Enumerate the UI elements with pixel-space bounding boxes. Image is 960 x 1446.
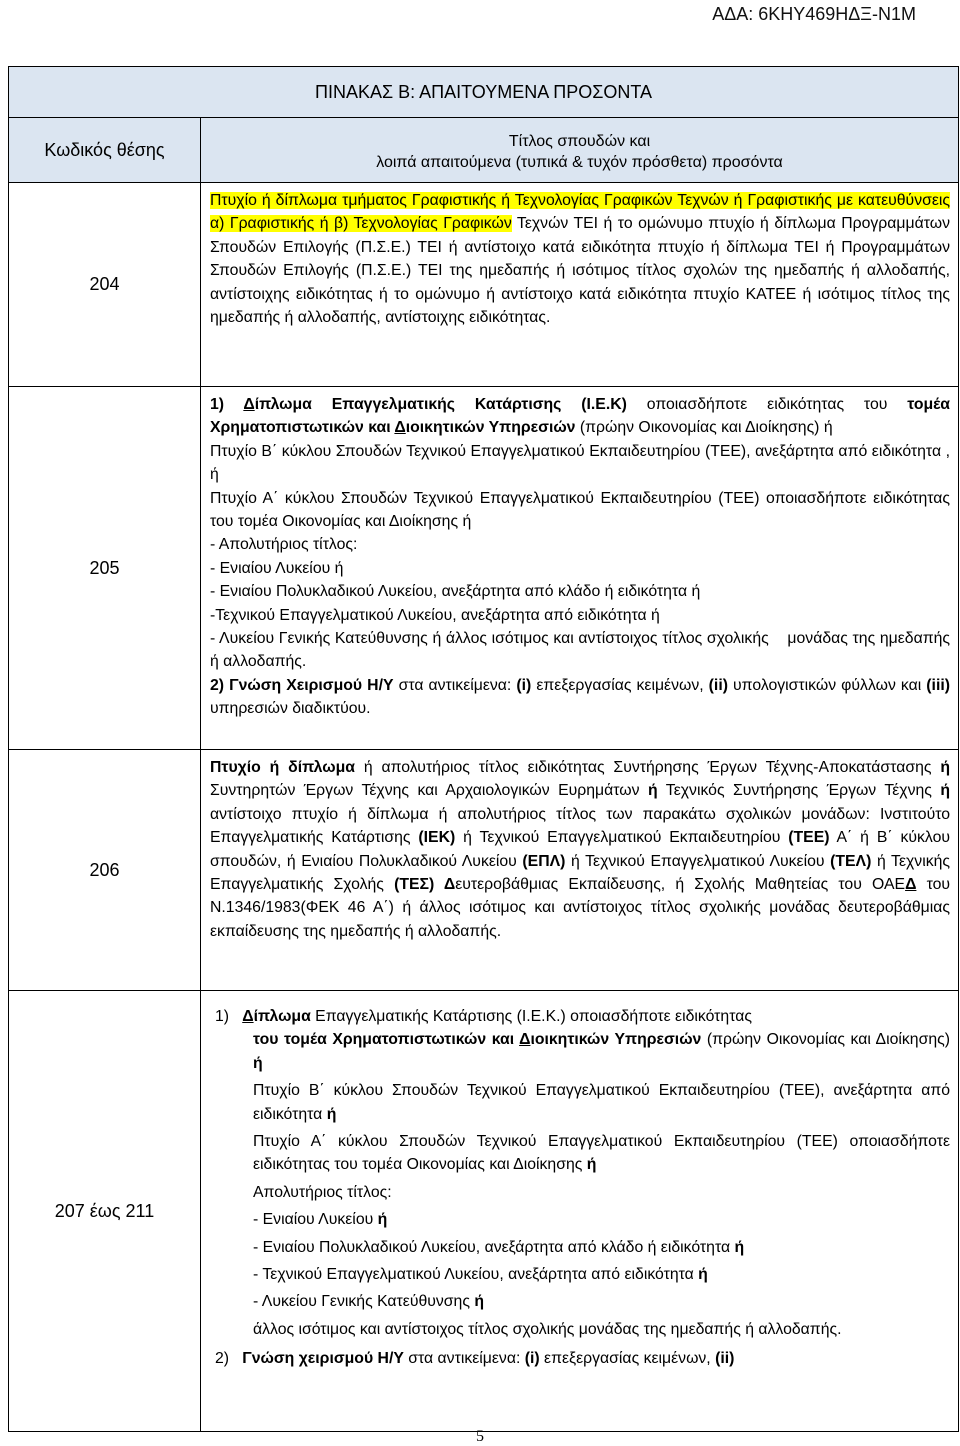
- table-title: ΠΙΝΑΚΑΣ Β: ΑΠΑΙΤΟΥΜΕΝΑ ΠΡΟΣΟΝΤΑ: [9, 67, 959, 118]
- table-row: [9, 991, 959, 1432]
- column-header-qualifications: Τίτλος σπουδών και λοιπά απαιτούμενα (τυπικά & τυχόν πρόσθετα) προσόντα: [201, 118, 959, 183]
- qualifications-text: 1) Δίπλωμα Επαγγελματικής Κατάρτισης (Ι.Ε.Κ) οποιασδήποτε ειδικότητας του τομέα Χρηματοπιστωτικών και Διοικητικών Υπηρεσιών (πρώην Οικονομίας και Διοίκησης) ή Πτυχίο Β΄ κύκλου Σπουδών Τεχνικού Επαγγελματικού Εκπαιδευτηρίου (ΤΕΕ), ανεξάρτητα από ειδικότητα , ή Πτυχίο Α΄ κύκλου Σπουδών Τεχνικού Επαγγελματικού Εκπαιδευτηρίου (ΤΕΕ) οποιασδήποτε ειδικότητας του τομέα Οικονομίας και Διοίκησης ή - Απολυτήριος τίτλος: - Ενιαίου Λυκείου ή - Ενιαίου Πολυκλαδικού Λυκείου, ανεξάρτητα από κλάδο ή ειδικότητα ή -Τεχνικού Επαγγελματικού Λυκείου, ανεξάρτητα από ειδικότητα ή - Λυκείου Γενικής Κατεύθυνσης ή άλλος ισότιμος και αντίστοιχος τίτλος σχολικής μονάδας της ημεδαπής ή αλλοδαπής. 2) Γνώση Χειρισμού Η/Υ στα αντικείμενα: (i) επεξεργασίας κειμένων, (ii) υπολογιστικών φύλλων και (iii) υπηρεσιών διαδικτύου.: [201, 387, 959, 750]
- table-row: [9, 750, 959, 991]
- position-code: 205: [9, 387, 201, 750]
- ada-code: ΑΔΑ: 6ΚΗΥ469ΗΔΞ-Ν1Μ: [712, 4, 916, 24]
- page-number: 5: [476, 1428, 484, 1445]
- position-code: 207 έως 211: [9, 991, 201, 1432]
- qualifications-text: Πτυχίο ή δίπλωμα ή απολυτήριος τίτλος ειδικότητας Συντήρησης Έργων Τέχνης-Αποκατάστασης ή Συντηρητών Έργων Τέχνης και Αρχαιολογικών Ευρημάτων ή Τεχνικός Συντήρησης Έργων Τέχνης ή αντίστοιχο πτυχίο ή δίπλωμα ή απολυτήριος τίτλος των παρακάτω σχολικών μονάδων: Ινστιτούτο Επαγγελματικής Κατάρτισης (ΙΕΚ) ή Τεχνικού Επαγγελματικού Εκπαιδευτηρίου (ΤΕΕ) Α΄ ή Β΄ κύκλου σπουδών, ή Ενιαίου Πολυκλαδικού Λυκείου (ΕΠΛ) ή Τεχνικού Επαγγελματικού Λυκείου (ΤΕΛ) ή Τεχνικής Επαγγελματικής Σχολής (ΤΕΣ) Δευτεροβάθμιας Εκπαίδευσης, ή Σχολής Μαθητείας του ΟΑΕΔ του Ν.1346/1983(ΦΕΚ 46 Α΄) ή άλλος ισότιμος και αντίστοιχος τίτλος σχολικής μονάδας δευτεροβάθμιας εκπαίδευσης της ημεδαπής ή αλλοδαπής.: [201, 750, 959, 991]
- requirements-table: [8, 66, 959, 1432]
- table-row: [9, 387, 959, 750]
- table-header-row: [9, 118, 959, 183]
- qualifications-text: 1) Δίπλωμα Επαγγελματικής Κατάρτισης (Ι.Ε.Κ.) οποιασδήποτε ειδικότητας του τομέα Χρηματοπιστωτικών και Διοικητικών Υπηρεσιών (πρώην Οικονομίας και Διοίκησης) ή Πτυχίο Β΄ κύκλου Σπουδών Τεχνικού Επαγγελματικού Εκπαιδευτηρίου (ΤΕΕ), ανεξάρτητα από ειδικότητα ή Πτυχίο Α΄ κύκλου Σπουδών Τεχνικού Επαγγελματικού Εκπαιδευτηρίου (ΤΕΕ) οποιασδήποτε ειδικότητας του τομέα Οικονομίας και Διοίκησης ή Απολυτήριος τίτλος: - Ενιαίου Λυκείου ή - Ενιαίου Πολυκλαδικού Λυκείου, ανεξάρτητα από κλάδο ή ειδικότητα ή - Τεχνικού Επαγγελματικού Λυκείου, ανεξάρτητα από ειδικότητα ή - Λυκείου Γενικής Κατεύθυνσης ή άλλος ισότιμος και αντίστοιχος τίτλος σχολικής μονάδας της ημεδαπής ή αλλοδαπής. 2) Γνώση χειρισμού Η/Υ στα αντικείμενα: (i) επεξεργασίας κειμένων, (ii): [201, 991, 959, 1432]
- qualifications-text: Πτυχίο ή δίπλωμα τμήματος Γραφιστικής ή Τεχνολογίας Γραφικών Τεχνών ή Γραφιστικής με κατευθύνσεις α) Γραφιστικής ή β) Τεχνολογίας Γραφικών Τεχνών ΤΕΙ ή το ομώνυμο πτυχίο ή δίπλωμα Προγραμμάτων Σπουδών Επιλογής (Π.Σ.Ε.) ΤΕΙ ή αντίστοιχο κατά ειδικότητα πτυχίο ή δίπλωμα ΤΕΙ ή Προγραμμάτων Σπουδών Επιλογής (Π.Σ.Ε.) ΤΕΙ της ημεδαπής ή ισότιμος τίτλος σχολών της ημεδαπής ή αλλοδαπής, αντίστοιχης ειδικότητας ή το ομώνυμο ή αντίστοιχο κατά ειδικότητα πτυχίο ΚΑΤΕΕ ή ισότιμος τίτλος της ημεδαπής ή αλλοδαπής, αντίστοιχης ειδικότητας.: [201, 183, 959, 387]
- table-title-row: [9, 67, 959, 118]
- position-code: 206: [9, 750, 201, 991]
- position-code: 204: [9, 183, 201, 387]
- column-header-code: Κωδικός θέσης: [9, 118, 201, 183]
- table-row: [9, 183, 959, 387]
